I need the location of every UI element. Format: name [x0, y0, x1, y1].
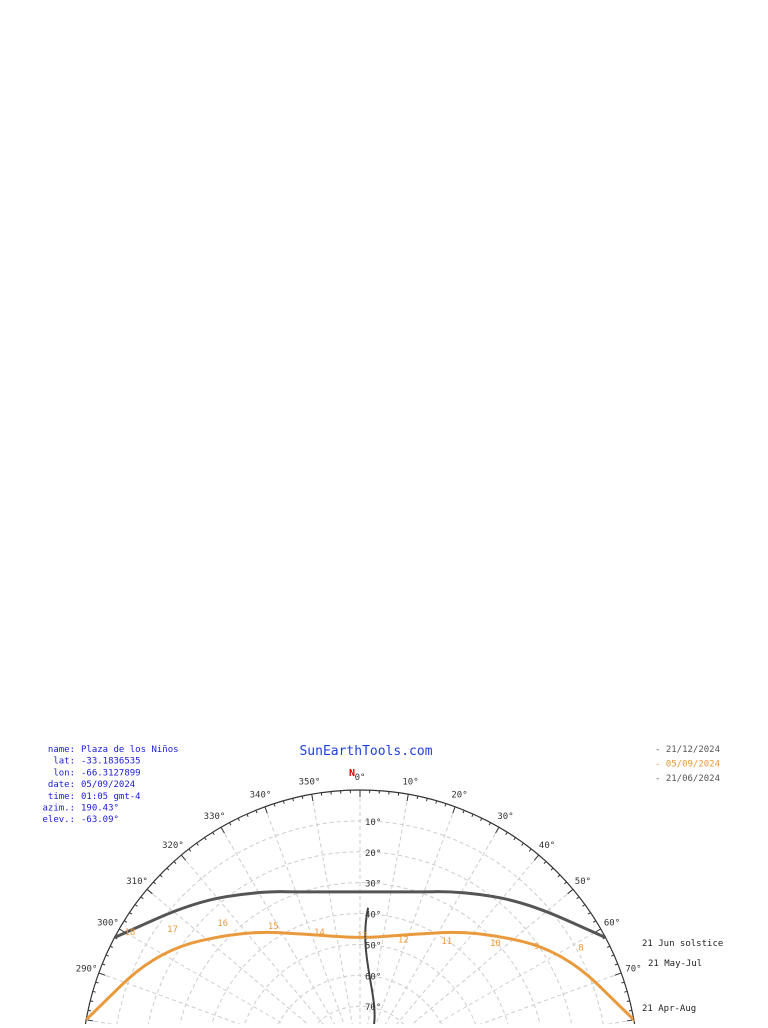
horizon-tick: [147, 889, 152, 893]
horizon-tick: [453, 807, 455, 814]
hour-label: 17: [167, 925, 178, 935]
elevation-ring: [236, 944, 483, 1024]
horizon-tick: [615, 973, 622, 975]
info-key: time:: [48, 792, 75, 802]
horizon-tick: [407, 794, 408, 801]
azimuth-tick-label: 330°: [204, 812, 226, 822]
elevation-tick-label: 50°: [365, 941, 381, 951]
info-key: name:: [48, 745, 75, 755]
hour-label: 18: [125, 928, 136, 938]
path-label: 21 Jun solstice: [642, 939, 723, 949]
azimuth-tick-label: 20°: [451, 791, 467, 801]
azimuth-spoke: [360, 1020, 634, 1024]
hour-label: 16: [217, 919, 228, 929]
azimuth-tick-label: 10°: [402, 777, 418, 787]
horizon-tick: [312, 794, 313, 801]
path-label: 21 May-Jul: [648, 959, 702, 969]
info-value: Plaza de los Niños: [81, 745, 179, 755]
elevation-tick-label: 70°: [365, 1003, 381, 1013]
horizon-tick: [181, 855, 185, 860]
north-label: N: [349, 768, 355, 779]
horizon-tick: [99, 973, 106, 975]
hour-label: 14: [314, 928, 325, 938]
horizon-tick: [265, 807, 267, 814]
azimuth-tick-label: 50°: [575, 877, 591, 887]
azimuth-tick-label: 290°: [76, 964, 98, 974]
legend-entry: - 05/09/2024: [655, 760, 720, 770]
info-value: 190.43°: [81, 804, 119, 814]
hour-label: 9: [534, 942, 539, 952]
legend: [655, 745, 720, 784]
hour-label: 11: [441, 937, 452, 947]
azimuth-tick-label: 30°: [497, 812, 513, 822]
azimuth-tick-label: 40°: [539, 841, 555, 851]
hour-label: 12: [398, 935, 409, 945]
polar-grid: [82, 790, 638, 1024]
info-value: -63.09°: [81, 815, 119, 825]
info-key: elev.:: [42, 815, 75, 825]
hour-label: 8: [578, 944, 583, 954]
azimuth-tick-label: 0°: [355, 773, 366, 783]
azimuth-tick-label: 320°: [162, 841, 184, 851]
azimuth-spoke: [360, 929, 601, 1024]
azimuth-tick-label: 60°: [604, 919, 620, 929]
azimuth-tick-label: 300°: [97, 919, 119, 929]
azimuth-tick-label: 350°: [299, 777, 321, 787]
info-key: date:: [48, 780, 75, 790]
legend-entry: - 21/12/2024: [655, 745, 720, 755]
azimuth-tick-label: 310°: [126, 877, 148, 887]
hour-label: 10: [490, 939, 501, 949]
hour-label: 15: [268, 922, 279, 932]
azimuth-spoke: [99, 973, 360, 1024]
elevation-tick-label: 10°: [365, 818, 381, 828]
elevation-tick-label: 30°: [365, 880, 381, 890]
elevation-tick-label: 40°: [365, 911, 381, 921]
azimuth-spoke: [360, 973, 621, 1024]
azimuth-tick-label: 340°: [250, 791, 272, 801]
elevation-tick-label: 60°: [365, 972, 381, 982]
info-key: lat:: [53, 757, 75, 767]
azimuth-spoke: [265, 807, 360, 1024]
horizon-tick: [221, 827, 225, 833]
horizon-tick: [496, 827, 500, 833]
brand-title[interactable]: SunEarthTools.com: [299, 744, 432, 759]
elevation-tick-label: 20°: [365, 849, 381, 859]
location-info: [42, 745, 178, 825]
info-value: -33.1836535: [81, 757, 141, 767]
azimuth-tick-label: 70°: [625, 964, 641, 974]
horizon-tick: [568, 889, 573, 893]
azimuth-spoke: [119, 929, 360, 1024]
horizon-tick: [534, 855, 538, 860]
info-value: 05/09/2024: [81, 780, 135, 790]
legend-entry: - 21/06/2024: [655, 774, 720, 784]
azimuth-spoke: [312, 794, 360, 1024]
path-label: 21 Apr-Aug: [642, 1004, 696, 1014]
info-value: -66.3127899: [81, 768, 141, 778]
info-value: 01:05 gmt-4: [81, 792, 141, 802]
info-key: azim.:: [42, 804, 75, 814]
info-key: lon:: [53, 768, 75, 778]
hour-label: 13: [357, 931, 368, 941]
